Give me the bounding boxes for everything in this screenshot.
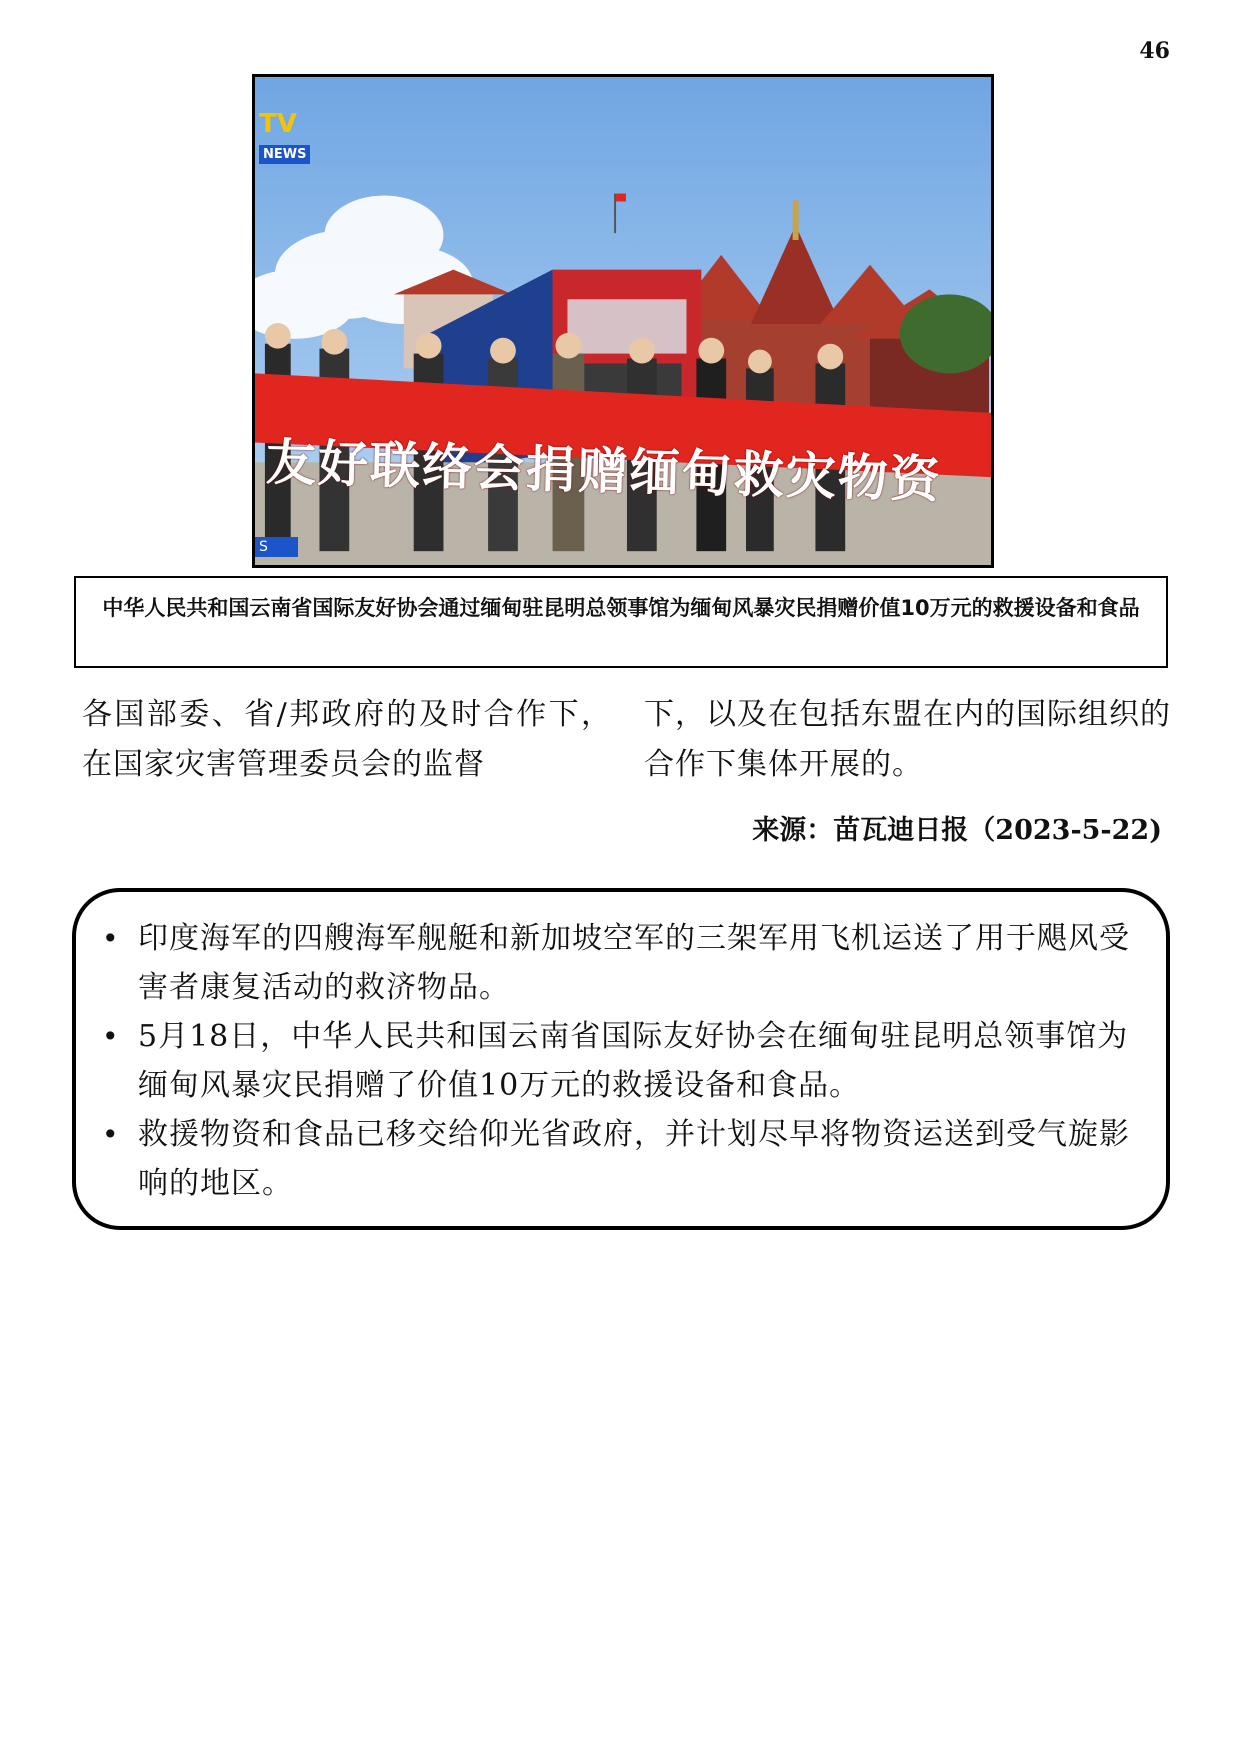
- news-logo: NEWS: [259, 145, 310, 164]
- body-text-left: 各国部委、省/邦政府的及时合作下，在国家灾害管理委员会的监督: [82, 697, 612, 782]
- summary-item-text: 救援物资和食品已移交给仰光省政府，并计划尽早将物资运送到受气旋影响的地区。: [138, 1117, 1130, 1201]
- summary-box: [72, 888, 1170, 1230]
- body-column-left: [82, 690, 612, 790]
- photo-caption: 中华人民共和国云南省国际友好协会通过缅甸驻昆明总领事馆为缅甸风暴灾民捐赠价值10万元的救援设备和食品: [74, 576, 1168, 668]
- summary-item-text: 印度海军的四艘海军舰艇和新加坡空军的三架军用飞机运送了用于飓风受害者康复活动的救济物品。: [138, 921, 1130, 1005]
- banner-text: 友好联络会捐赠缅甸救灾物资: [265, 433, 943, 509]
- summary-item: [102, 914, 1136, 1012]
- tv-logo: TV: [259, 109, 297, 139]
- summary-item: [102, 1012, 1136, 1110]
- summary-item-text: 5月18日，中华人民共和国云南省国际友好协会在缅甸驻昆明总领事馆为缅甸风暴灾民捐赠了价值10万元的救援设备和食品。: [138, 1019, 1129, 1103]
- body-text-right: 下，以及在包括东盟在内的国际组织的合作下集体开展的。: [644, 697, 1171, 782]
- summary-list: [102, 914, 1136, 1208]
- bullet-icon: •: [102, 1020, 120, 1053]
- bullet-icon: •: [102, 1118, 120, 1151]
- summary-item: [102, 1110, 1136, 1208]
- body-column-right: [644, 690, 1174, 790]
- page-number: 46: [1139, 38, 1170, 64]
- news-photo: [252, 74, 994, 568]
- channel-ticker: S: [255, 537, 298, 557]
- source-citation: 来源：苗瓦迪日报（2023-5-22): [752, 815, 1162, 846]
- bullet-icon: •: [102, 922, 120, 955]
